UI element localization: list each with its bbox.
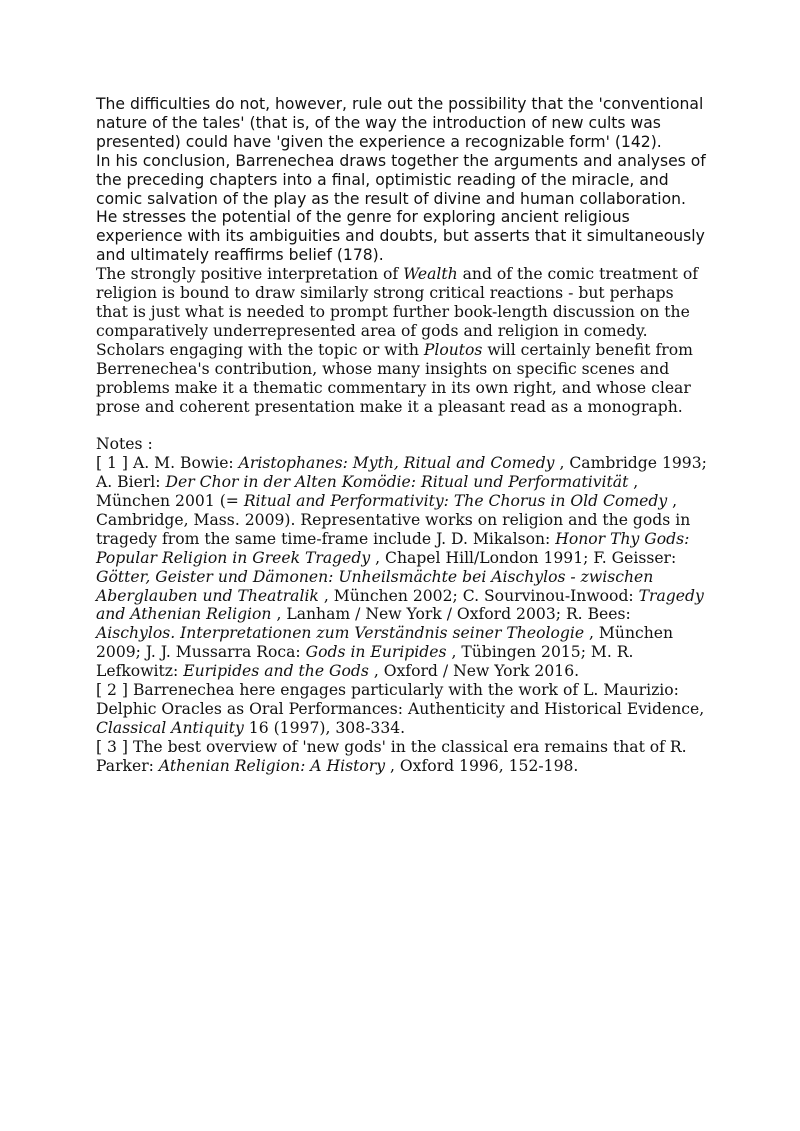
text-run: The strongly positive interpretation of [96,265,404,284]
text-run: , Cambridge 1993; A. Bierl: [96,454,707,492]
text-run: will certainly benefit from Berrenechea's contribution, whose many insights on specific scenes and problems make it a thematic commentary in its own right, and whose clear prose and coherent presentation make it a pleasant read as a monograph. [96,340,693,416]
italic-title: Athenian Religion: A History [158,756,386,775]
body-paragraph-3 [96,265,708,416]
text-run: , München 2009; J. J. Mussarra Roca: [96,624,674,662]
text-run: , Lanham / New York / Oxford 2003; R. Bees: [271,605,631,624]
footnote-2 [96,681,708,738]
italic-title: Aischylos. Interpretationen zum Verständnis seiner Theologie [96,624,585,643]
italic-title: Gods in Euripides [305,643,447,662]
body-paragraph-2: In his conclusion, Barrenechea draws together the arguments and analyses of the preceding chapters into a final, optimistic reading of the miracle, and comic salvation of the play as the result of divine and human collaboration. He stresses the potential of the genre for exploring ancient religious experience with its ambiguities and doubts, but asserts that it simultaneously and ultimately reaffirms belief (178). [96,151,706,265]
text-run: , Chapel Hill/London 1991; F. Geisser: [370,548,677,567]
notes-heading: Notes : [96,435,153,454]
text-run: , Tübingen 2015; M. R. Lefkowitz: [96,643,634,681]
text-run: , Oxford 1996, 152-198. [385,756,579,775]
footnote-1 [96,454,708,681]
italic-title: Classical Antiquity [96,718,244,737]
text-run: [ 2 ] Barrenechea here engages particularly with the work of L. Maurizio: Delphic Oracles as Oral Performances: Authenticity and Historical Evidence, [96,681,705,718]
text-run: 16 (1997), 308-334. [243,718,406,737]
text-run: , Oxford / New York 2016. [368,662,580,681]
document-page [96,95,708,776]
text-run: , München 2001 (= [96,473,639,511]
text-run: , Cambridge, Mass. 2009). Representative works on religion and the gods in tragedy from the same time-frame include J. D. Mikalson: [96,492,691,548]
italic-title: Aristophanes: Myth, Ritual and Comedy [238,454,555,473]
paragraph-spacer [96,416,708,435]
italic-title: Honor Thy Gods: Popular Religion in Greek Tragedy [96,529,690,567]
italic-title: Götter, Geister und Dämonen: Unheilsmächte bei Aischylos - zwischen Aberglauben und Theatralik [96,567,654,605]
italic-title: Tragedy and Athenian Religion [96,586,704,624]
text-run: [ 1 ] A. M. Bowie: [96,454,239,473]
text-run: , München 2002; C. Sourvinou-Inwood: [318,586,639,605]
italic-title: Euripides and the Gods [183,662,369,681]
text-run: and of the comic treatment of religion is bound to draw similarly strong critical reactions - but perhaps that is just what is needed to prompt further book-length discussion on the comparatively underrepresented area of gods and religion in comedy. Scholars engaging with the topic or with [96,265,699,359]
text-run: [ 3 ] The best overview of 'new gods' in the classical era remains that of R. Parker: [96,737,687,775]
italic-title: Wealth [403,265,458,284]
italic-title: Ploutos [423,340,483,359]
italic-title: Der Chor in der Alten Komödie: Ritual und Performativität [165,473,629,492]
italic-title: Ritual and Performativity: The Chorus in Old Comedy [243,492,668,511]
footnote-3 [96,738,708,776]
body-paragraph-1: The difficulties do not, however, rule out the possibility that the 'conventional nature of the tales' (that is, of the way the introduction of new cults was presented) could have 'given the experience a recognizable form' (142). [96,95,704,151]
